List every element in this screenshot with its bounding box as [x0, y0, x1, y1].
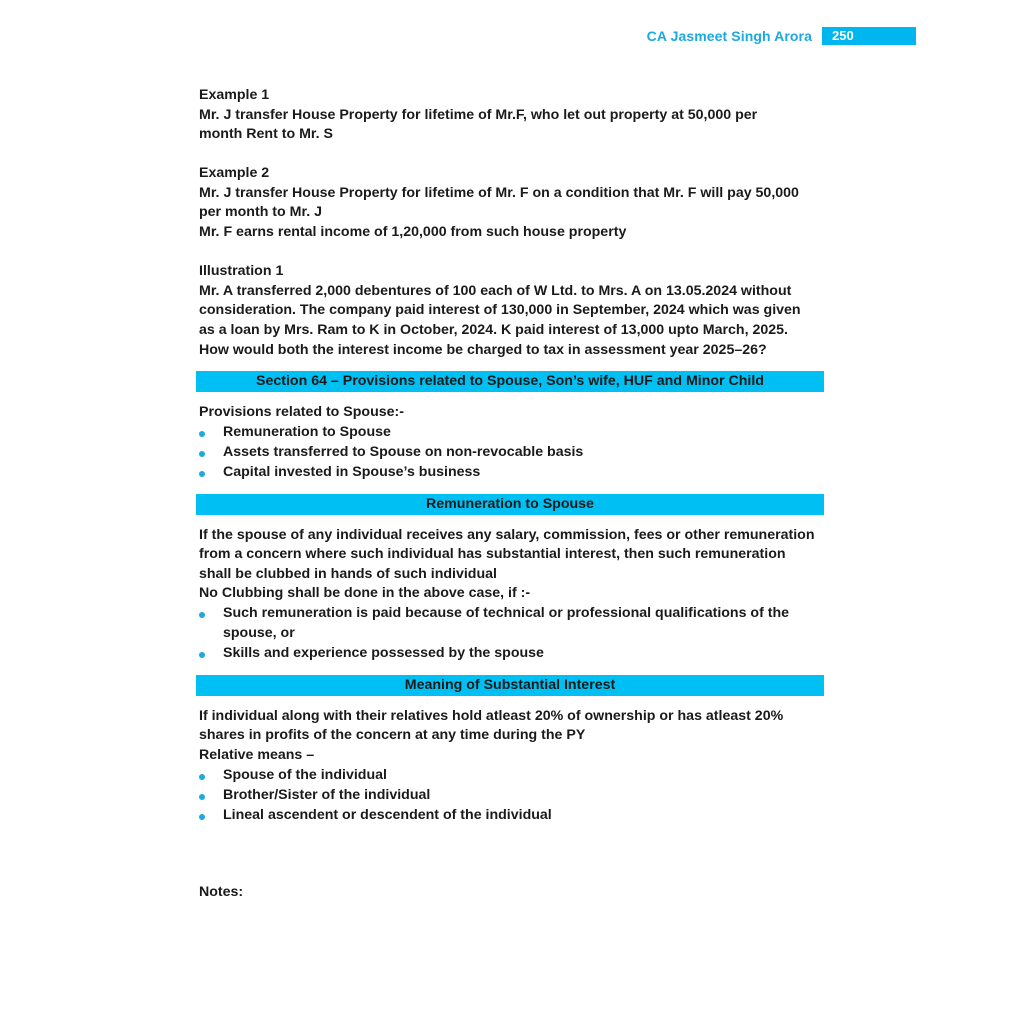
spouse-provisions-list — [199, 423, 829, 483]
text-line: Mr. J transfer House Property for lifetime of Mr.F, who let out property at 50,000 per — [199, 106, 758, 123]
text-line: Mr. F earns rental income of 1,20,000 from such house property — [199, 224, 627, 241]
text-line: Mr. A transferred 2,000 debentures of 100 each of W Ltd. to Mrs. A on 13.05.2024 without — [199, 282, 792, 299]
bullet-icon — [199, 774, 205, 780]
list-item: Brother/Sister of the individual — [199, 786, 829, 806]
list-item: Remuneration to Spouse — [199, 423, 829, 443]
example-2 — [199, 164, 829, 242]
illustration-1 — [199, 262, 829, 360]
list-item: Capital invested in Spouse’s business — [199, 463, 829, 483]
list-item: Assets transferred to Spouse on non-revocable basis — [199, 443, 829, 463]
spouse-provisions-intro: Provisions related to Spouse:- — [199, 404, 404, 421]
text-line: as a loan by Mrs. Ram to K in October, 2024. K paid interest of 13,000 upto March, 2025. — [199, 321, 788, 338]
text-line: from a concern where such individual has substantial interest, then such remuneration — [199, 546, 786, 563]
section-64-banner: Section 64 – Provisions related to Spouse, Son’s wife, HUF and Minor Child — [196, 371, 824, 392]
illustration-1-title: Illustration 1 — [199, 263, 284, 280]
no-clubbing-list — [199, 604, 829, 663]
bullet-icon — [199, 471, 205, 477]
list-item: Lineal ascendent or descendent of the individual — [199, 806, 829, 826]
bullet-icon — [199, 794, 205, 800]
substantial-interest-banner: Meaning of Substantial Interest — [196, 675, 824, 696]
page-content — [199, 86, 829, 903]
text-line: If the spouse of any individual receives any salary, commission, fees or other remuneration — [199, 526, 815, 543]
bullet-icon — [199, 814, 205, 820]
text-line: Mr. J transfer House Property for lifetime of Mr. F on a condition that Mr. F will pay 50,000 — [199, 184, 799, 201]
text-line: consideration. The company paid interest of 130,000 in September, 2024 which was given — [199, 302, 801, 319]
example-2-title: Example 2 — [199, 165, 270, 182]
text-line: shall be clubbed in hands of such individual — [199, 565, 497, 582]
example-1 — [199, 86, 829, 145]
bullet-icon — [199, 612, 205, 618]
text-line: If individual along with their relatives hold atleast 20% of ownership or has atleast 20% — [199, 707, 784, 724]
bullet-icon — [199, 652, 205, 658]
relatives-list — [199, 766, 829, 826]
list-item: Skills and experience possessed by the spouse — [199, 644, 829, 664]
bullet-icon — [199, 451, 205, 457]
example-1-title: Example 1 — [199, 87, 270, 103]
text-line: No Clubbing shall be done in the above case, if :- — [199, 585, 531, 602]
bullet-icon — [199, 431, 205, 437]
list-item: Spouse of the individual — [199, 766, 829, 786]
text-line: Relative means – — [199, 746, 315, 763]
text-line: How would both the interest income be charged to tax in assessment year 2025–26? — [199, 341, 767, 358]
notes-label: Notes: — [199, 884, 244, 901]
text-line: shares in profits of the concern at any time during the PY — [199, 727, 586, 744]
remuneration-banner: Remuneration to Spouse — [196, 494, 824, 515]
list-item: Such remuneration is paid because of technical or professional qualifications of the spouse, or — [199, 604, 829, 643]
page-number: 250 — [822, 27, 916, 45]
text-line: month Rent to Mr. S — [199, 126, 333, 143]
page-header — [647, 26, 916, 45]
text-line: per month to Mr. J — [199, 204, 322, 221]
author-name: CA Jasmeet Singh Arora — [646, 27, 812, 44]
